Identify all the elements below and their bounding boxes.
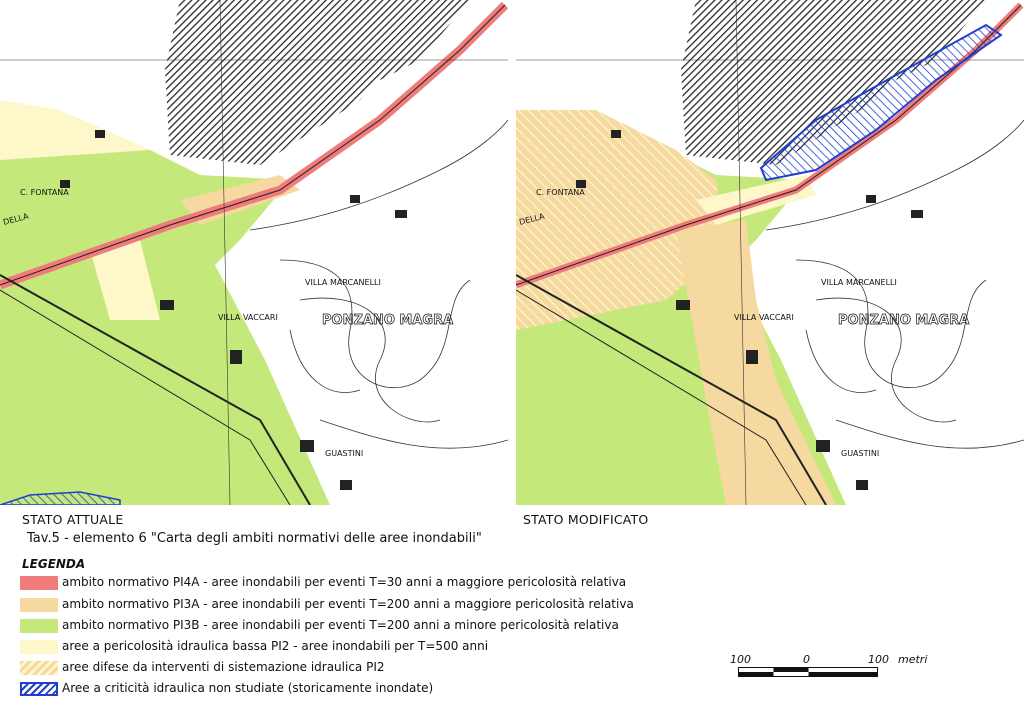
legend-label-pi4a: ambito normativo PI4A - aree inondabili per eventi T=30 anni a maggiore pericolosità relativa — [62, 575, 627, 589]
label-ponzano-right: PONZANO MAGRA — [838, 313, 970, 328]
label-marcanelli-left: VILLA MARCANELLI — [305, 278, 381, 287]
map-canvas-right — [516, 0, 1024, 505]
map-stato-modificato — [516, 0, 1024, 505]
label-vaccari-left: VILLA VACCARI — [218, 313, 278, 322]
label-guastini-left: GUASTINI — [325, 449, 364, 458]
map-canvas-left — [0, 0, 508, 505]
map-stato-attuale — [0, 0, 508, 505]
legend-swatch-pi3a — [20, 598, 58, 612]
scale-bar-graphic — [738, 667, 888, 681]
scale-bar — [730, 653, 940, 683]
legend-title: LEGENDA — [22, 557, 86, 571]
label-della-right: DELLA — [518, 211, 546, 227]
legend-swatch-difese — [20, 661, 58, 675]
legend-label-difese: aree difese da interventi di sistemazione idraulica PI2 — [62, 660, 385, 674]
legend-swatch-pi2 — [20, 640, 58, 654]
zone-pi2 — [0, 100, 150, 160]
scale-label-unit: metri — [898, 653, 928, 666]
page-title: Tav.5 - elemento 6 "Carta degli ambiti normativi delle aree inondabili" — [27, 531, 482, 546]
legend-swatch-criticita — [20, 682, 58, 696]
scale-label-right: 100 — [868, 653, 889, 666]
caption-stato-attuale: STATO ATTUALE — [22, 512, 124, 527]
label-della-left: DELLA — [2, 211, 30, 227]
label-guastini-right: GUASTINI — [841, 449, 880, 458]
label-fontana-left: C. FONTANA — [20, 188, 69, 197]
scale-label-zero: 0 — [803, 653, 810, 666]
legend-label-pi2: aree a pericolosità idraulica bassa PI2 - aree inondabili per T=500 anni — [62, 639, 489, 653]
label-ponzano-left: PONZANO MAGRA — [322, 313, 454, 328]
caption-stato-modificato: STATO MODIFICATO — [523, 512, 649, 527]
legend-swatch-pi3b — [20, 619, 58, 633]
label-marcanelli-right: VILLA MARCANELLI — [821, 278, 897, 287]
legend-label-pi3a: ambito normativo PI3A - aree inondabili per eventi T=200 anni a maggiore pericolosità relativa — [62, 597, 634, 611]
scale-label-left: 100 — [730, 653, 751, 666]
label-vaccari-right: VILLA VACCARI — [734, 313, 794, 322]
legend-swatch-pi4a — [20, 576, 58, 590]
label-fontana-right: C. FONTANA — [536, 188, 585, 197]
legend-label-criticita: Aree a criticità idraulica non studiate (storicamente inondate) — [62, 681, 434, 695]
legend-label-pi3b: ambito normativo PI3B - aree inondabili per eventi T=200 anni a minore pericolosità relativa — [62, 618, 619, 632]
zone-pi3b — [0, 150, 330, 505]
